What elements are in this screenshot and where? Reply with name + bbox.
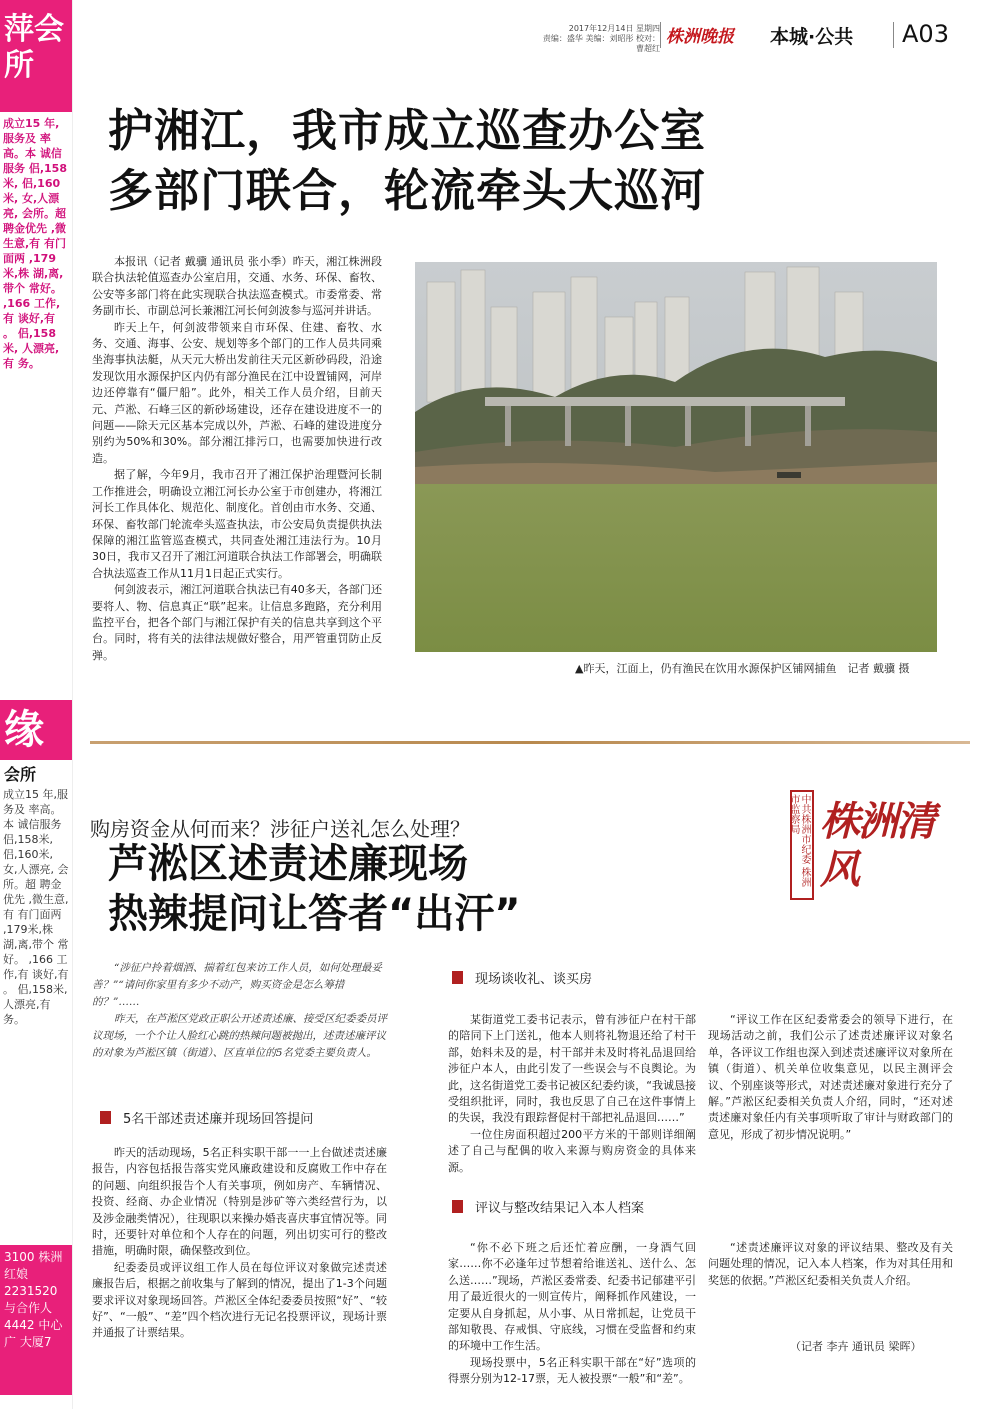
section-head (452, 1197, 644, 1216)
paragraph: 现场投票中，5名正科实职干部在“好”选项的得票分别为12-17票，无人被投票“一般”和“差”。 (448, 1355, 696, 1386)
editors-line: 责编：盛华 美编：刘昭彤 校对：曹超红 (542, 34, 660, 53)
paragraph: “评议工作在区纪委常委会的领导下进行，在现场活动之前，我们公示了述责述廉评议对象名单，各评议工作组也深入到述责述廉评议对象所在镇（街道）、机关单位收集意见，以民主测评会议、个别座谈等形式，对述责述廉对象进行充分了解。”芦淞区纪委相关负责人介绍，同时，“还对述责述廉对象任内有关事项听取了审计与财政部门的意见，形成了初步情况说明。” (708, 1013, 953, 1141)
intro-paragraph: “涉征户拎着烟酒、揣着红包来访工作人员，如何处理最妥善？”“请问你家里有多少不动产，购买资金是怎么筹措的？”…… (92, 962, 382, 1008)
paragraph: 据了解，今年9月，我市召开了湘江保护治理暨河长制工作推进会，明确设立湘江河长办公室于市创建办，将湘江河长工作具体化、规范化、制度化。首创由市水务、交通、环保、畜牧部门轮流牵头巡查执法，市公安局负责提供执法保障的湘江监管巡查模式，共同查处湘江违法行为。10月30日，我市又召开了湘江河道联合执法工作部署会，明确联合执法巡查工作从11月1日起正式实行。 (92, 468, 382, 580)
section-title: 本城·公共 (770, 26, 854, 48)
article1-headline-2: 多部门联合，轮流牵头大巡河 (108, 164, 707, 217)
ad-strip-text-2: 成立15 年,服务及 率高。本 诚信服务 侣,158米, 侣,160米, 女,人漂亮, 会所。超 聘金优先 ,微生意,有 有门面两 ,179米,株 湖,离,带个 常好。 ,166 工作,有 谈好,有 。 侣,158米, 人漂亮,有 务。 (3, 788, 69, 1026)
paragraph: 纪委委员或评议组工作人员在每位评议对象做完述责述廉报告后，根据之前收集与了解到的情况，提出了1-3个问题要求评议对象现场回答。芦淞区全体纪委委员按照“好”、“较好”、“一般”、“差”四个档次进行无记名投票评议，现场计票并通报了计票结果。 (92, 1260, 387, 1340)
paragraph: “述责述廉评议对象的评议结果、整改及有关问题处理的情况，记入本人档案，作为对其任用和奖惩的依据。”芦淞区纪委相关负责人介绍。 (708, 1241, 953, 1287)
article1-headline-1: 护湘江，我市成立巡查办公室 (108, 104, 707, 157)
ad-strip-title: 萍会所 (4, 12, 64, 83)
section-marker-icon (100, 1111, 111, 1124)
section-marker-icon (452, 971, 463, 984)
header-divider (660, 22, 661, 48)
paragraph: 昨天的活动现场，5名正科实职干部一一上台做述责述廉报告，内容包括报告落实党风廉政建设和反腐败工作中存在的问题、向组织报告个人有关事项，例如房产、车辆情况、投资、经商、办企业情况（特别是涉矿等六类经营行为，以及涉金融类情况），往现职以来操办婚丧喜庆事宜情况等。同时，还要针对单位和个人存在的问题，列出切实可行的整改措施，明确时限，确保整改到位。 (92, 1146, 387, 1258)
date-line: 2017年12月14日 星期四 (568, 24, 660, 33)
stamp-main-text: 株洲清风 (820, 798, 934, 893)
section-title: 现场谈收礼、谈买房 (475, 972, 593, 987)
paragraph: 昨天上午，何剑波带领来自市环保、住建、畜牧、水务、交通、海事、公安、规划等多个部门的工作人员共同乘坐海事执法艇，从天元大桥出发前往天元区新砂码段，沿途发现饮用水源保护区内仍有部分渔民在江中设置铺网，河岸边还停靠有“僵尸船”。此外，相关工作人员介绍，目前天元、芦淞、石峰三区的新砂场建设，还存在建设进度不一的问题——除天元区基本完成以外，芦淞、石峰的建设进度分别约为50%和30%。部分湘江排污口，也需要加快进行改造。 (92, 320, 382, 465)
paragraph: “你不必下班之后还忙着应酬，一身酒气回家……你不必逢年过节想着给谁送礼、送什么、怎么送……”现场，芦淞区委常委、纪委书记郁建平引用了最近很火的一则宣传片，阐释抓作风建设，一定要从自身抓起，从小事、从日常抓起，让党员干部知敬畏、存戒惧、守底线，习惯在受监督和约束的环境中工作生活。 (448, 1241, 696, 1353)
paragraph: 本报讯（记者 戴骥 通讯员 张小季）昨天，湘江株洲段联合执法轮值巡查办公室启用，交通、水务、环保、畜牧、公安等多部门将在此实现联合执法巡查模式。市委常委、常务副市长、市副总河长兼湘江河长何剑波参与巡河并讲话。 (92, 255, 382, 318)
ad-strip (0, 0, 73, 1409)
ad-strip-text: 成立15 年,服务及 率高。本 诚信服务 侣,158米, 侣,160米, 女,人漂亮, 会所。超 聘金优先 ,微生意,有 有门面两 ,179米,株 湖,离,带个 常好。 ,166 工作,有 谈好,有 。 侣,158米, 人漂亮,有 务。 (3, 117, 67, 370)
column-stamp (790, 790, 950, 905)
article2-headline-2: 热辣提问让答者“出汗” (108, 891, 521, 937)
header-divider-2 (893, 22, 894, 48)
section-marker-icon (452, 1200, 463, 1213)
article2-headline-1: 芦淞区述责述廉现场 (108, 841, 468, 887)
intro-paragraph: 昨天，在芦淞区党政正职公开述责述廉、接受区纪委委员评议现场，一个个让人脸红心跳的热辣问题被抛出，述责述廉评议的对象为芦淞区镇（街道）、区直单位的5名党委主要负责人。 (92, 1013, 387, 1059)
article2-subhead: 购房资金从何而来？涉征户送礼怎么处理？ (90, 817, 470, 841)
paragraph: 何剑波表示，湘江河道联合执法已有40多天，各部门还要将人、物、信息真正“联”起来。让信息多跑路，充分利用监控平台，把各个部门与湘江保护有关的信息共享到这个平台。同时，将有关的法律法规做好整合，用严管重罚防止反弹。 (92, 583, 382, 662)
section-divider (90, 741, 970, 744)
byline: （记者 李卉 通讯员 梁晖） (790, 1340, 922, 1353)
ad-strip-top (0, 0, 72, 112)
section3-body-a (448, 1240, 696, 1388)
section2-body-a (448, 1012, 696, 1176)
paper-logo: 株洲晚报 (666, 27, 734, 47)
stamp-side-text: 中共株洲市纪委 株洲市监察局 (790, 790, 814, 900)
section-head (100, 1108, 313, 1127)
ad-strip-mid-sub: 会所 (4, 765, 37, 784)
section3-body-b (708, 1240, 953, 1289)
section2-body-b (708, 1012, 953, 1143)
paragraph: 一位住房面积超过200平方米的干部则详细阐述了自己与配偶的收入来源与购房资金的具体来源。 (448, 1127, 696, 1174)
ad-strip-foot: 3100 株洲红娘 2231520 与合作人 4442 中心广 大厦7 (0, 1245, 72, 1395)
article1-body (92, 254, 382, 664)
header-date (540, 24, 660, 54)
section-head (452, 968, 592, 987)
section1-body (92, 1145, 387, 1342)
page-number: A03 (902, 20, 949, 48)
river-photo (415, 262, 937, 652)
photo-caption: ▲昨天，江面上，仍有渔民在饮用水源保护区铺网捕鱼 记者 戴骥 摄 (575, 662, 910, 675)
paragraph: 某街道党工委书记表示，曾有涉征户在村干部的陪同下上门送礼，他本人则将礼物退还给了村干部，始料未及的是，村干部并未及时将礼品退回给涉征户本人，由此引发了一些误会与不良舆论。为此，这名街道党工委书记被区纪委约谈，“我诚恳接受组织批评，同时，我也反思了自己在这件事情上的失误，我没有跟踪督促村干部把礼品退回……” (448, 1013, 696, 1125)
ad-strip-mid: 缘 (0, 700, 72, 760)
article2-intro (92, 960, 387, 1062)
section-title: 评议与整改结果记入本人档案 (475, 1201, 645, 1216)
section-title: 5名干部述责述廉并现场回答提问 (123, 1112, 314, 1127)
